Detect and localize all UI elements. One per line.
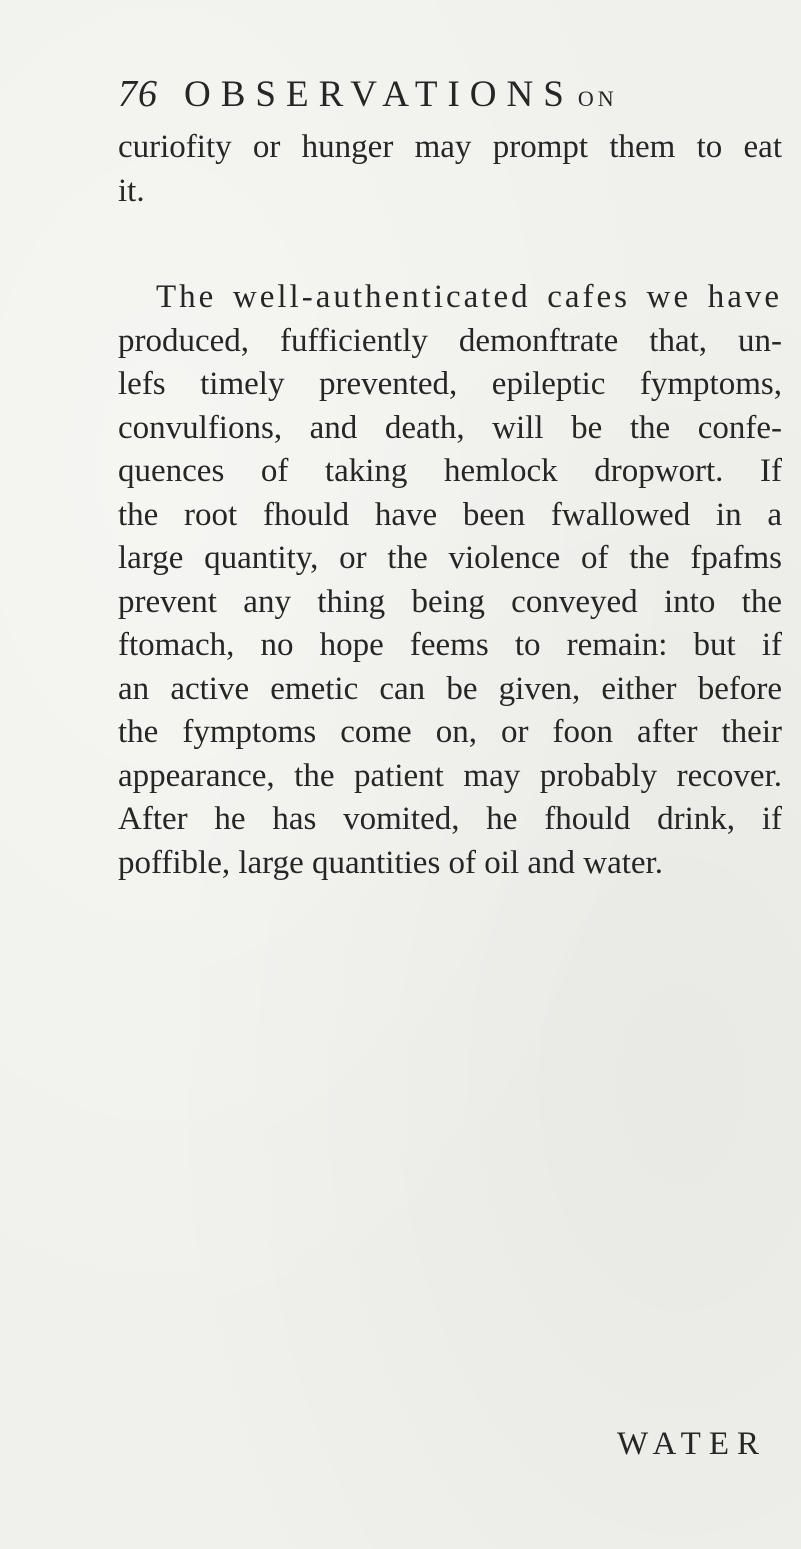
text-line: curiofity or hunger may prompt them to eat xyxy=(118,129,782,165)
text-line: large quantity, or the violence of the fpafms xyxy=(118,540,782,576)
text-line: convulfions, and death, will be the confe- xyxy=(118,409,782,446)
text-line: it. xyxy=(118,172,145,209)
text-line: After he has vomited, he fhould drink, if xyxy=(118,801,782,837)
text-line: an active emetic can be given, either before xyxy=(118,670,782,707)
page-number: 76 xyxy=(118,73,158,115)
text-line: the root fhould have been fwallowed in a xyxy=(118,496,782,533)
paragraph-1 xyxy=(118,126,782,213)
running-head xyxy=(118,72,618,122)
text-line: lefs timely prevented, epileptic fymptoms, xyxy=(118,366,782,402)
running-head-title: OBSERVATIONS xyxy=(184,74,574,115)
text-line: The well-authenticated cafes we have xyxy=(156,279,782,315)
text-line: appearance, the patient may probably recover. xyxy=(118,757,782,794)
text-line: quences of taking hemlock dropwort. If xyxy=(118,453,782,489)
text-line: ftomach, no hope feems to remain: but if xyxy=(118,627,782,663)
text-line: the fymptoms come on, or foon after their xyxy=(118,714,782,750)
text-line: poffible, large quantities of oil and water. xyxy=(118,844,663,881)
paragraph-2 xyxy=(118,276,782,885)
catchword: WATER xyxy=(617,1426,767,1462)
running-head-on: ON xyxy=(577,86,618,111)
text-line: prevent any thing being conveyed into the xyxy=(118,583,782,620)
text-line: produced, fufficiently demonftrate that, un- xyxy=(118,322,782,359)
